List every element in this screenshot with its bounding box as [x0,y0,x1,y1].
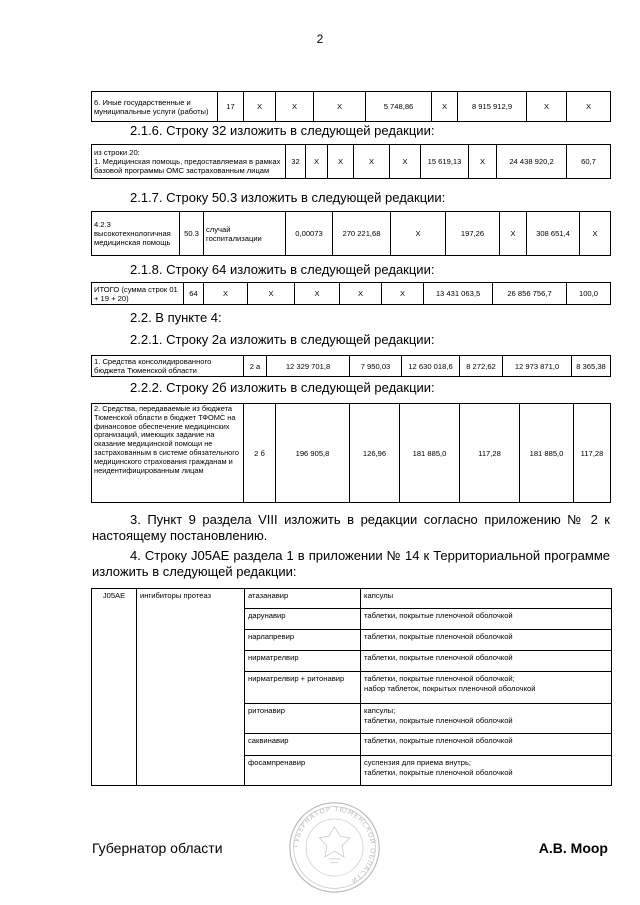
heading-2-2-2: 2.2.2. Строку 2б изложить в следующей редакции: [130,380,435,395]
cell: 15 619,13 [421,145,469,179]
cell: 0,00073 [286,212,333,256]
official-seal [287,800,382,895]
cell: Х [340,283,382,305]
cell: 117,28 [574,404,611,503]
cell: 50.3 [180,212,204,256]
cell: 12 630 018,6 [402,356,460,377]
cell: 100,0 [567,283,611,305]
cell: 8 365,38 [572,356,611,377]
table-row-2b [91,403,611,503]
drug-name: нирматрелвир + ритонавир [245,672,361,704]
cell: 197,26 [446,212,500,256]
drug-name: саквинавир [245,734,361,756]
drug-name: атазанавир [245,589,361,609]
signatory-name: А.В. Моор [538,840,608,856]
cell-name: 6. Иные государственные и муниципальные услуги (работы) [92,92,218,122]
drug-table [91,588,612,786]
cell: 12 329 701,8 [267,356,350,377]
cell: Х [354,145,390,179]
cell: 32 [286,145,306,179]
cell: 13 431 063,5 [424,283,493,305]
paragraph-3: 3. Пункт 9 раздела VIII изложить в редакции согласно приложению № 2 к настоящему постановлению. [92,512,610,543]
cell: 17 [218,92,244,122]
cell: Х [500,212,527,256]
cell: 196 905,8 [276,404,350,503]
cell: 2 б [244,404,276,503]
cell-name: из строки 20: 1. Медицинская помощь, предоставляемая в рамках базовой программы ОМС застрахованным лицам [92,145,286,179]
seal-text: ГУБЕРНАТОР ТЮМЕНСКОЙ ОБЛАСТИ [292,805,377,886]
drug-form: таблетки, покрытые пленочной оболочкой; набор таблеток, покрытых пленочной оболочкой [361,672,612,704]
heading-2-1-6: 2.1.6. Строку 32 изложить в следующей редакции: [130,123,435,138]
cell-name: 1. Средства консолидированного бюджета Тюменской области [92,356,244,377]
cell: 8 915 912,9 [458,92,527,122]
drug-form: таблетки, покрытые пленочной оболочкой [361,651,612,672]
cell: Х [527,92,567,122]
table-row-50-3 [91,211,611,256]
cell-name: 2. Средства, передаваемые из бюджета Тюменской области в бюджет ТФОМС на финансовое обеспечение медицинских организаций, имеющих задание на оказание медицинской помощи не застрахованным в системе обязательного медицинского страхования гражданам и неидентифицированным лицам [92,404,244,503]
drug-code: J05AE [92,589,137,786]
paragraph-4: 4. Строку J05AE раздела 1 в приложении № 14 к Территориальной программе изложить в следующей редакции: [92,548,610,579]
svg-text:ГУБЕРНАТОР ТЮМЕНСКОЙ ОБЛАСТИ [292,805,377,885]
drug-form: суспензия для приема внутрь; таблетки, покрытые пленочной оболочкой [361,756,612,786]
drug-form: таблетки, покрытые пленочной оболочкой [361,630,612,651]
cell: Х [580,212,611,256]
drug-form: таблетки, покрытые пленочной оболочкой [361,609,612,630]
cell: Х [306,145,328,179]
cell: 126,96 [350,404,400,503]
table-row-32 [91,144,611,179]
cell: 26 856 756,7 [493,283,567,305]
table-row-17 [91,91,611,122]
cell: 24 438 920,2 [497,145,567,179]
cell: 64 [184,283,204,305]
heading-2-1-7: 2.1.7. Строку 50.3 изложить в следующей редакции: [130,190,446,205]
cell: Х [295,283,340,305]
cell: 181 885,0 [400,404,460,503]
cell: 270 221,68 [333,212,391,256]
drug-group: ингибиторы протеаз [137,589,245,786]
drug-name: ритонавир [245,704,361,734]
heading-2-1-8: 2.1.8. Строку 64 изложить в следующей редакции: [130,262,435,277]
cell: 7 950,03 [350,356,402,377]
signatory-title: Губернатор области [92,840,223,856]
cell: Х [204,283,248,305]
cell: Х [390,145,421,179]
cell: 308 651,4 [527,212,580,256]
heading-2-2-1: 2.2.1. Строку 2а изложить в следующей редакции: [130,332,435,347]
cell: Х [391,212,446,256]
cell: 181 885,0 [520,404,574,503]
cell-name: ИТОГО (сумма строк 01 + 19 + 20) [92,283,184,305]
drug-form: капсулы; таблетки, покрытые пленочной оболочкой [361,704,612,734]
cell: Х [248,283,295,305]
drug-form: таблетки, покрытые пленочной оболочкой [361,734,612,756]
heading-2-2: 2.2. В пункте 4: [130,310,222,325]
cell: Х [314,92,366,122]
cell: случай госпитализации [204,212,286,256]
cell: 5 748,86 [366,92,432,122]
cell: Х [276,92,314,122]
cell: 12 973 871,0 [503,356,572,377]
cell: Х [382,283,424,305]
drug-name: фосампренавир [245,756,361,786]
drug-name: нарлапревир [245,630,361,651]
table-row-64 [91,282,611,305]
cell: Х [567,92,611,122]
cell: 117,28 [460,404,520,503]
cell: Х [469,145,497,179]
page-number: 2 [316,32,324,46]
cell-name: 4.2.3 высокотехнологичная медицинская помощь [92,212,180,256]
table-row-2a [91,355,611,377]
cell: Х [328,145,354,179]
drug-name: дарунавир [245,609,361,630]
cell: Х [244,92,276,122]
cell: 8 272,62 [460,356,503,377]
drug-form: капсулы [361,589,612,609]
cell: Х [432,92,458,122]
cell: 2 а [244,356,267,377]
drug-name: нирматрелвир [245,651,361,672]
cell: 60,7 [567,145,611,179]
